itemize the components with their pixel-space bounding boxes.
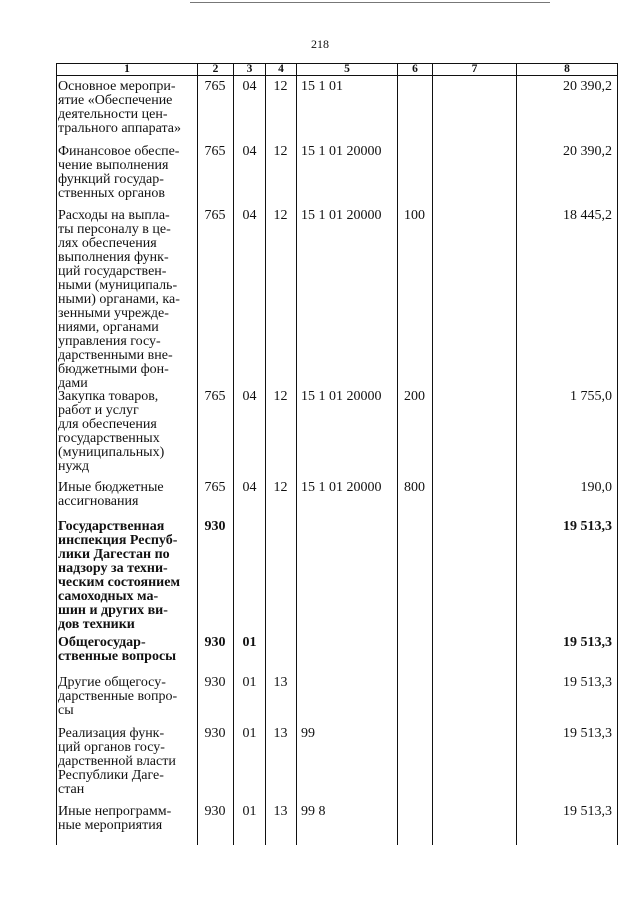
ministry-code: 765 xyxy=(204,389,226,404)
row-description: Иные непрограмм- ные мероприятия xyxy=(58,804,172,833)
section-code: 04 xyxy=(242,480,257,495)
subsection-code: 12 xyxy=(273,79,288,94)
target-article-code: 15 1 01 20000 xyxy=(301,144,382,159)
column-header: 6 xyxy=(412,63,418,75)
column-header: 3 xyxy=(246,63,253,75)
row-description: Другие общегосу- дарственные вопро- сы xyxy=(58,675,178,718)
section-code: 04 xyxy=(242,144,257,159)
table-right-border xyxy=(617,63,618,845)
target-article-code: 99 8 xyxy=(301,804,326,819)
subsection-code: 12 xyxy=(273,208,288,223)
section-code: 04 xyxy=(242,79,257,94)
page-top-edge-line xyxy=(190,2,550,3)
subsection-code: 13 xyxy=(273,675,288,690)
ministry-code: 930 xyxy=(204,675,226,690)
ministry-code: 765 xyxy=(204,480,226,495)
ministry-code: 930 xyxy=(204,519,226,534)
column-header: 7 xyxy=(471,63,478,75)
section-code: 01 xyxy=(242,804,257,819)
column-divider xyxy=(397,63,398,845)
row-description: Финансовое обеспе- чение выполнения функций государ- ственных органов xyxy=(58,144,180,201)
column-header: 4 xyxy=(278,63,284,75)
ministry-code: 765 xyxy=(204,144,226,159)
subsection-code: 12 xyxy=(273,480,288,495)
amount: 18 445,2 xyxy=(563,208,612,223)
subsection-code: 13 xyxy=(273,804,288,819)
page-number: 218 xyxy=(311,37,329,51)
amount: 19 513,3 xyxy=(563,804,612,819)
amount: 1 755,0 xyxy=(570,389,612,404)
amount: 19 513,3 xyxy=(563,635,612,650)
table-left-border xyxy=(56,63,57,845)
column-divider xyxy=(296,63,297,845)
ministry-code: 765 xyxy=(204,208,226,223)
ministry-code: 930 xyxy=(204,635,226,650)
column-header: 2 xyxy=(212,63,219,75)
ministry-code: 930 xyxy=(204,726,226,741)
section-code: 04 xyxy=(242,208,257,223)
section-code: 01 xyxy=(242,726,257,741)
expense-type-code: 100 xyxy=(404,208,425,223)
row-description: Реализация функ- ций органов госу- дарственной власти Республики Даге- стан xyxy=(58,726,176,797)
expense-type-code: 800 xyxy=(404,480,425,495)
amount: 190,0 xyxy=(580,480,612,495)
row-description: Расходы на выпла- ты персоналу в це- лях обеспечения выполнения функ- ций государствен- ными (муниципаль- ными) органами, ка- зенными учрежде- ниями, органами управления госу- дарственными вне- бюджетными фон- дами xyxy=(58,208,180,391)
target-article-code: 15 1 01 xyxy=(301,79,343,94)
expense-type-code: 200 xyxy=(404,389,425,404)
ministry-code: 930 xyxy=(204,804,226,819)
header-bottom-border xyxy=(56,75,618,76)
subsection-code: 12 xyxy=(273,144,288,159)
amount: 19 513,3 xyxy=(563,675,612,690)
column-divider xyxy=(516,63,517,845)
target-article-code: 99 xyxy=(301,726,315,741)
row-description: Государственная инспекция Респуб- лики Дагестан по надзору за техни- ческим состоянием самоходных ма- шин и других ви- дов техники xyxy=(58,519,180,632)
amount: 20 390,2 xyxy=(563,79,612,94)
target-article-code: 15 1 01 20000 xyxy=(301,389,382,404)
ministry-code: 765 xyxy=(204,79,226,94)
section-code: 01 xyxy=(242,635,257,650)
column-header: 5 xyxy=(344,63,350,75)
row-description: Закупка товаров, работ и услуг для обеспечения государственных (муниципальных) нужд xyxy=(58,389,165,474)
row-description: Иные бюджетные ассигнования xyxy=(58,480,164,509)
column-divider xyxy=(432,63,433,845)
row-description: Общегосудар- ственные вопросы xyxy=(58,635,177,664)
section-code: 01 xyxy=(242,675,257,690)
section-code: 04 xyxy=(242,389,257,404)
amount: 20 390,2 xyxy=(563,144,612,159)
column-header: 1 xyxy=(124,63,130,75)
row-description: Основное меропри- ятие «Обеспечение деятельности цен- трального аппарата» xyxy=(58,79,181,136)
amount: 19 513,3 xyxy=(563,519,612,534)
target-article-code: 15 1 01 20000 xyxy=(301,480,382,495)
subsection-code: 13 xyxy=(273,726,288,741)
column-header: 8 xyxy=(564,63,570,75)
target-article-code: 15 1 01 20000 xyxy=(301,208,382,223)
subsection-code: 12 xyxy=(273,389,288,404)
amount: 19 513,3 xyxy=(563,726,612,741)
